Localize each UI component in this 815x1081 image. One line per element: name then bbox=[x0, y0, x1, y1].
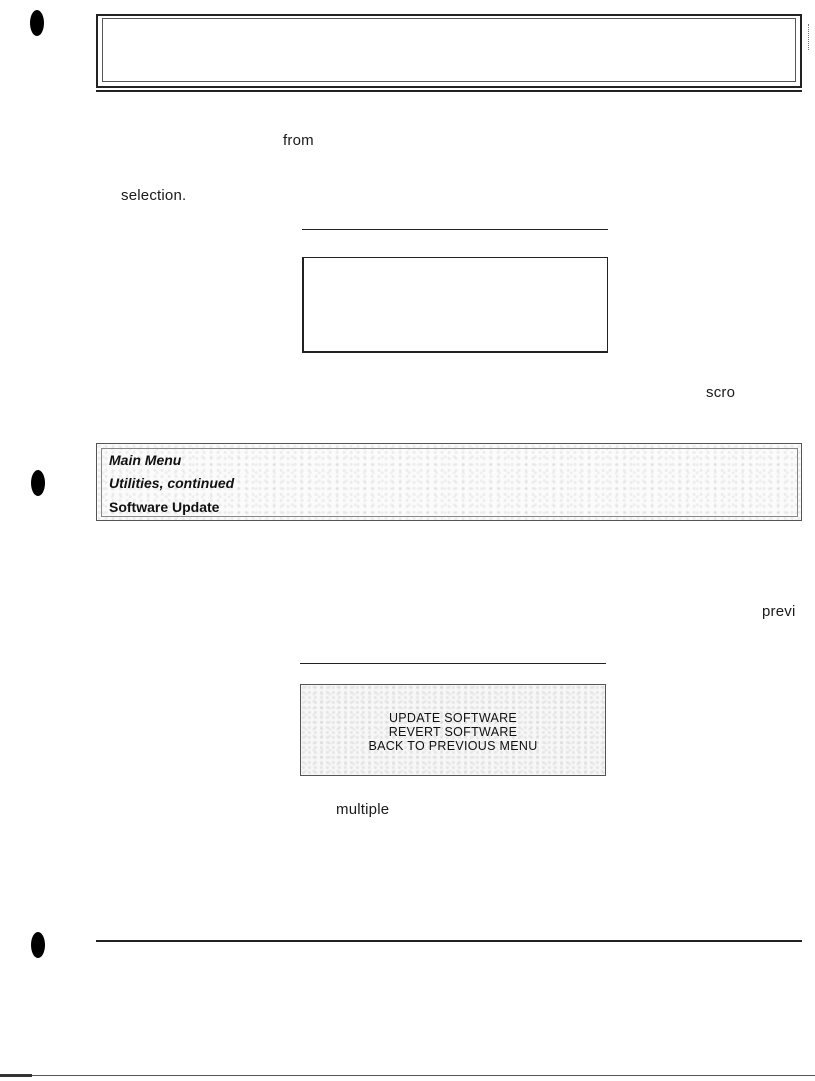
binder-hole-top bbox=[30, 10, 44, 36]
breadcrumb-main-menu: Main Menu bbox=[109, 452, 182, 468]
page-bottom-edge bbox=[0, 1075, 815, 1076]
breadcrumb bbox=[96, 443, 802, 521]
page-header-frame bbox=[96, 14, 802, 88]
text-fragment-multiple: multiple bbox=[336, 801, 390, 818]
software-update-menu-display bbox=[300, 684, 606, 776]
menu-item-update-software: UPDATE SOFTWARE bbox=[388, 711, 518, 725]
text-fragment-scro: scro bbox=[706, 384, 736, 401]
menu-item-back-to-previous-menu: BACK TO PREVIOUS MENU bbox=[368, 739, 538, 753]
header-rule bbox=[96, 90, 802, 92]
edge-scan-mark bbox=[808, 24, 811, 50]
page-header-inner-frame bbox=[102, 18, 796, 82]
text-fragment-from: from bbox=[283, 132, 314, 149]
breadcrumb-utilities: Utilities, continued bbox=[109, 475, 235, 491]
scan-smudge bbox=[0, 1074, 32, 1077]
display-title-rule-1 bbox=[302, 229, 608, 230]
breadcrumb-software-update: Software Update bbox=[109, 499, 220, 515]
display-title-rule-2 bbox=[300, 663, 606, 664]
text-fragment-selection: selection. bbox=[121, 187, 187, 204]
binder-hole-middle bbox=[31, 470, 45, 496]
text-fragment-previ: previ bbox=[762, 603, 796, 620]
menu-item-revert-software: REVERT SOFTWARE bbox=[388, 725, 518, 739]
binder-hole-bottom bbox=[31, 932, 45, 958]
blank-display-box bbox=[302, 257, 608, 353]
footer-rule bbox=[96, 940, 802, 942]
